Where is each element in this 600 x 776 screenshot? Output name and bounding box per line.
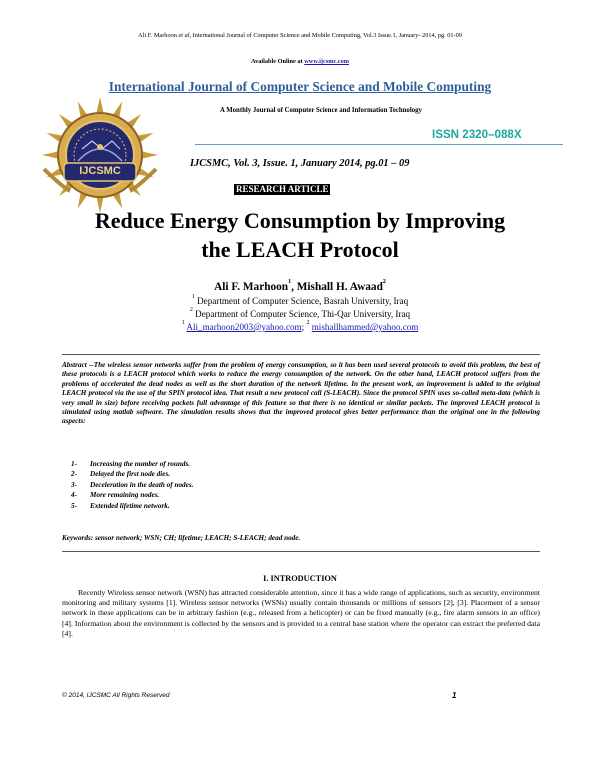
email-line: [0, 322, 600, 332]
affiliation-2: [0, 309, 600, 319]
list-text: Delayed the first node dies.: [90, 470, 171, 479]
journal-subtitle: A Monthly Journal of Computer Science and Information Technology: [220, 107, 422, 114]
list-text: Increasing the number of rounds.: [90, 460, 191, 468]
author-name: Mishall H. Awaad: [296, 281, 383, 293]
available-label: Available Online at: [250, 58, 303, 65]
article-type-badge: RESEARCH ARTICLE: [236, 184, 329, 194]
list-item: [71, 469, 193, 479]
available-online: [0, 58, 600, 65]
list-text: Deceleration in the death of nodes.: [90, 480, 194, 489]
page-number: 1: [452, 691, 457, 700]
list-number: 2-: [71, 470, 77, 479]
logo-emblem-icon: [22, 95, 178, 217]
journal-logo: [22, 95, 178, 217]
abstract: Abstract --The wireless sensor networks suffer from the problem of energy consumption, so it has been used several protocols to avoid this problem, the best of these protocols is a LEACH protocol which works to reduce the energy consumption of the network. On the other hand, LEACH protocol suffers from the problems of accelerated the dead nodes as well as the short duration of the network lifetime. In the present work, an improvement is added to the original LEACH protocol via the use of the SPIN protocol idea. That result a new protocol call (S-LEACH). Since the protocol SPIN uses so-called meta-data (which is very small in size) before receiving packets full advantage of this feature so that there is no identical or similar packets. The improved LEACH protocol is simulated using matlab software. The simulation results shows that the improved protocol gives better performance than the original one in the following aspects:: [62, 361, 540, 426]
journal-website-link[interactable]: www.ijcsmc.com: [304, 58, 349, 65]
email-superscript: 2: [306, 320, 310, 326]
email-separator: ;: [301, 322, 307, 332]
running-citation: , International Journal of Computer Science and Mobile Computing, Vol.3 Issue.1, January- 2014, pg. 01-09: [189, 32, 462, 39]
author-superscript: 1: [288, 279, 292, 285]
list-item: [71, 490, 193, 500]
list-item: [71, 501, 193, 511]
abstract-bottom-rule: [62, 551, 540, 552]
running-header: [0, 32, 600, 39]
author-separator: ,: [291, 281, 297, 293]
affiliation-1: [0, 296, 600, 306]
affiliation-superscript: 1: [191, 294, 195, 300]
paper-title-line2: the LEACH Protocol: [201, 237, 399, 262]
email-link[interactable]: Ali_marhoon2003@yahoo.com: [186, 322, 302, 332]
abstract-top-rule: [62, 354, 540, 355]
list-number: 5-: [71, 501, 77, 510]
findings-list: [71, 459, 193, 511]
header-rule: [195, 144, 563, 145]
list-item: [71, 480, 193, 490]
list-text: More remaining nodes.: [90, 491, 160, 500]
volume-line: IJCSMC, Vol. 3, Issue. 1, January 2014, pg.01 – 09: [190, 158, 410, 169]
running-etal: et al: [178, 32, 190, 39]
keywords: Keywords: sensor network; WSN; CH; lifetime; LEACH; S-LEACH; dead node.: [62, 534, 301, 542]
logo-text: IJCSMC: [79, 165, 121, 177]
list-number: 4-: [71, 491, 77, 500]
author-superscript: 2: [382, 279, 386, 285]
list-item: [71, 459, 193, 469]
author-line: [0, 281, 600, 293]
paper-title-line1: Reduce Energy Consumption by Improving: [94, 208, 506, 233]
paper-title: [0, 206, 600, 264]
intro-paragraph: Recently Wireless sensor network (WSN) has attracted considerable attention, since it has a wide range of applications, such as security, environment monitoring and military systems [1]. Wireless sensor networks (WSNs) usually contain thousands or millions of sensors [2], [3]. Placement of a sensor network in these applications can be in arbitrary fashion (e.g., released from a helicopter) or can be fixed manually (e.g., fire alarm sensors in an office) [4]. Information about the environment is collected by the sensors and is provided to a central base station where the operator can extract the preferred data [4].: [62, 588, 540, 638]
email-link[interactable]: mishallhammed@yahoo.com: [311, 322, 419, 332]
running-author: Ali F. Marhoon: [138, 32, 177, 39]
affiliation-text: Department of Computer Science, Thi-Qar University, Iraq: [192, 309, 411, 319]
issn: ISSN 2320–088X: [432, 128, 522, 141]
journal-name[interactable]: International Journal of Computer Science and Mobile Computing: [108, 79, 492, 94]
list-number: 3-: [71, 480, 77, 489]
author-name: Ali F. Marhoon: [214, 281, 289, 293]
email-superscript: 1: [181, 320, 185, 326]
section-heading: I. INTRODUCTION: [263, 574, 337, 583]
affiliation-text: Department of Computer Science, Basrah University, Iraq: [194, 296, 409, 306]
affiliation-superscript: 2: [189, 307, 193, 313]
list-number: 1-: [71, 460, 77, 468]
list-text: Extended lifetime network.: [90, 501, 170, 510]
copyright: © 2014, IJCSMC All Rights Reserved: [62, 692, 170, 699]
